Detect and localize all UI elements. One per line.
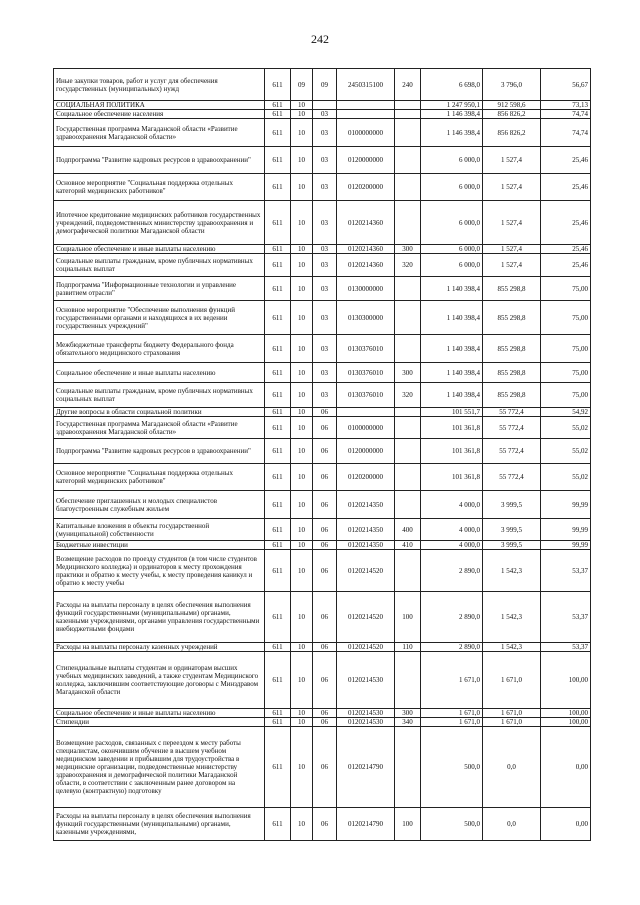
cell-actual-amount: 855 298,8 [483,383,541,408]
cell-percent: 25,46 [541,254,591,277]
cell-expense-type [395,277,421,301]
cell-actual-amount: 856 826,2 [483,119,541,147]
cell-percent: 75,00 [541,301,591,335]
cell-target-article: 0120214350 [337,541,395,550]
cell-actual-amount: 1 527,4 [483,147,541,174]
cell-name: Государственная программа Магаданской области «Развитие здравоохранения Магаданской области» [54,417,265,439]
cell-subsection-code: 06 [313,709,337,718]
cell-ministry-code: 611 [265,363,291,383]
cell-planned-amount: 4 000,0 [421,541,483,550]
cell-planned-amount: 500,0 [421,727,483,808]
table-row [54,408,591,417]
table-row [54,363,591,383]
cell-subsection-code: 03 [313,277,337,301]
cell-planned-amount: 1 146 398,4 [421,110,483,119]
table-row [54,550,591,592]
cell-ministry-code: 611 [265,491,291,519]
cell-name: Подпрограмма "Развитие кадровых ресурсов в здравоохранении" [54,147,265,174]
cell-expense-type: 240 [395,69,421,101]
cell-percent: 74,74 [541,110,591,119]
cell-name: Социальное обеспечение и иные выплаты населению [54,363,265,383]
table-row [54,643,591,652]
cell-ministry-code: 611 [265,727,291,808]
cell-subsection-code: 03 [313,245,337,254]
cell-subsection-code: 03 [313,119,337,147]
cell-name: Подпрограмма "Развитие кадровых ресурсов в здравоохранении" [54,439,265,464]
cell-expense-type [395,301,421,335]
cell-target-article: 0120000000 [337,439,395,464]
cell-subsection-code: 06 [313,550,337,592]
cell-expense-type [395,119,421,147]
cell-subsection-code: 06 [313,439,337,464]
cell-planned-amount: 2 890,0 [421,592,483,643]
table-row [54,592,591,643]
cell-expense-type [395,201,421,245]
cell-target-article: 0130300000 [337,301,395,335]
table-row [54,439,591,464]
cell-name: Обеспечение приглашенных и молодых специалистов благоустроенным служебным жильем [54,491,265,519]
cell-subsection-code: 06 [313,464,337,491]
cell-expense-type: 300 [395,363,421,383]
cell-percent: 54,92 [541,408,591,417]
cell-ministry-code: 611 [265,69,291,101]
cell-name: Расходы на выплаты персоналу в целях обеспечения выполнения функций государственными (муниципальными) органами, казенными учреждениями, [54,808,265,841]
cell-section-code: 10 [291,363,313,383]
table-row [54,652,591,709]
cell-expense-type [395,335,421,363]
cell-name: Основное мероприятие "Социальная поддержка отдельных категорий медицинских работников" [54,174,265,201]
cell-section-code: 10 [291,301,313,335]
cell-section-code: 10 [291,335,313,363]
cell-section-code: 10 [291,245,313,254]
cell-section-code: 10 [291,491,313,519]
cell-expense-type: 400 [395,519,421,541]
cell-target-article: 0120200000 [337,174,395,201]
cell-actual-amount: 55 772,4 [483,408,541,417]
cell-actual-amount: 1 671,0 [483,652,541,709]
cell-subsection-code: 03 [313,383,337,408]
cell-planned-amount: 1 247 950,1 [421,101,483,110]
cell-expense-type: 320 [395,383,421,408]
cell-actual-amount: 3 999,5 [483,541,541,550]
page-number: 242 [311,32,329,46]
table-row [54,727,591,808]
cell-actual-amount: 3 999,5 [483,519,541,541]
cell-percent: 75,00 [541,383,591,408]
table-row [54,383,591,408]
cell-section-code: 10 [291,383,313,408]
cell-actual-amount: 3 999,5 [483,491,541,519]
cell-actual-amount: 0,0 [483,727,541,808]
cell-actual-amount: 1 542,3 [483,592,541,643]
cell-percent: 75,00 [541,277,591,301]
table-row [54,101,591,110]
cell-actual-amount: 1 542,3 [483,550,541,592]
cell-expense-type [395,408,421,417]
table-row [54,335,591,363]
table-row [54,277,591,301]
cell-name: Социальные выплаты гражданам, кроме публичных нормативных социальных выплат [54,383,265,408]
cell-percent: 25,46 [541,245,591,254]
cell-percent: 55,02 [541,464,591,491]
cell-expense-type [395,550,421,592]
cell-percent: 0,00 [541,808,591,841]
cell-subsection-code [313,101,337,110]
cell-planned-amount: 1 671,0 [421,652,483,709]
cell-actual-amount: 912 598,6 [483,101,541,110]
cell-actual-amount: 1 527,4 [483,245,541,254]
cell-section-code: 10 [291,541,313,550]
cell-planned-amount: 4 000,0 [421,491,483,519]
cell-name: Подпрограмма "Информационные технологии и управление развитием отрасли" [54,277,265,301]
cell-percent: 55,02 [541,417,591,439]
cell-planned-amount: 101 551,7 [421,408,483,417]
cell-actual-amount: 856 826,2 [483,110,541,119]
cell-actual-amount: 1 527,4 [483,174,541,201]
cell-section-code: 09 [291,69,313,101]
table-row [54,541,591,550]
cell-target-article: 0120200000 [337,464,395,491]
cell-ministry-code: 611 [265,110,291,119]
cell-subsection-code: 06 [313,417,337,439]
cell-actual-amount: 1 671,0 [483,718,541,727]
table-row [54,201,591,245]
cell-name: Стипендии [54,718,265,727]
cell-section-code: 10 [291,550,313,592]
cell-percent: 100,00 [541,718,591,727]
cell-ministry-code: 611 [265,201,291,245]
cell-actual-amount: 1 671,0 [483,709,541,718]
cell-target-article: 0120214530 [337,718,395,727]
cell-section-code: 10 [291,277,313,301]
cell-planned-amount: 1 146 398,4 [421,119,483,147]
cell-planned-amount: 6 000,0 [421,254,483,277]
cell-percent: 99,99 [541,519,591,541]
cell-section-code: 10 [291,174,313,201]
table-row [54,174,591,201]
cell-target-article: 0120214790 [337,808,395,841]
table-row [54,417,591,439]
cell-subsection-code: 03 [313,254,337,277]
cell-target-article [337,408,395,417]
cell-target-article: 0120214790 [337,727,395,808]
cell-actual-amount: 1 542,3 [483,643,541,652]
cell-expense-type [395,439,421,464]
cell-percent: 73,13 [541,101,591,110]
cell-target-article: 0120214520 [337,592,395,643]
cell-target-article: 0120214520 [337,643,395,652]
cell-expense-type [395,652,421,709]
cell-subsection-code: 06 [313,652,337,709]
cell-ministry-code: 611 [265,718,291,727]
cell-subsection-code: 06 [313,808,337,841]
cell-planned-amount: 1 671,0 [421,709,483,718]
cell-subsection-code: 06 [313,491,337,519]
cell-name: Социальное обеспечение и иные выплаты населению [54,245,265,254]
cell-subsection-code: 03 [313,147,337,174]
cell-section-code: 10 [291,464,313,491]
cell-ministry-code: 611 [265,383,291,408]
table-row [54,147,591,174]
cell-planned-amount: 1 671,0 [421,718,483,727]
cell-ministry-code: 611 [265,147,291,174]
cell-section-code: 10 [291,417,313,439]
cell-planned-amount: 1 140 398,4 [421,301,483,335]
cell-percent: 25,46 [541,174,591,201]
cell-planned-amount: 4 000,0 [421,519,483,541]
cell-actual-amount: 55 772,4 [483,464,541,491]
cell-planned-amount: 101 361,8 [421,417,483,439]
cell-expense-type [395,727,421,808]
cell-name: СОЦИАЛЬНАЯ ПОЛИТИКА [54,101,265,110]
cell-name: Государственная программа Магаданской области «Развитие здравоохранения Магаданской области» [54,119,265,147]
cell-expense-type: 340 [395,718,421,727]
cell-ministry-code: 611 [265,652,291,709]
cell-target-article: 2450315100 [337,69,395,101]
cell-target-article: 0120214360 [337,245,395,254]
cell-section-code: 10 [291,408,313,417]
table-row [54,301,591,335]
cell-ministry-code: 611 [265,519,291,541]
cell-percent: 53,37 [541,592,591,643]
cell-actual-amount: 3 796,0 [483,69,541,101]
cell-expense-type [395,101,421,110]
cell-section-code: 10 [291,727,313,808]
cell-planned-amount: 1 140 398,4 [421,383,483,408]
cell-expense-type: 300 [395,245,421,254]
cell-name: Социальные выплаты гражданам, кроме публичных нормативных социальных выплат [54,254,265,277]
cell-subsection-code: 03 [313,363,337,383]
cell-name: Капитальные вложения в объекты государственной (муниципальной) собственности [54,519,265,541]
cell-name: Другие вопросы в области социальной политики [54,408,265,417]
cell-percent: 99,99 [541,491,591,519]
cell-ministry-code: 611 [265,464,291,491]
cell-ministry-code: 611 [265,254,291,277]
cell-expense-type: 410 [395,541,421,550]
cell-section-code: 10 [291,718,313,727]
cell-planned-amount: 2 890,0 [421,550,483,592]
cell-section-code: 10 [291,101,313,110]
cell-expense-type [395,174,421,201]
cell-ministry-code: 611 [265,541,291,550]
cell-ministry-code: 611 [265,335,291,363]
cell-section-code: 10 [291,201,313,245]
cell-name: Основное мероприятие "Социальная поддержка отдельных категорий медицинских работников" [54,464,265,491]
cell-planned-amount: 2 890,0 [421,643,483,652]
cell-planned-amount: 6 000,0 [421,147,483,174]
cell-ministry-code: 611 [265,277,291,301]
table-row [54,464,591,491]
cell-target-article: 0120214530 [337,709,395,718]
cell-target-article: 0130000000 [337,277,395,301]
cell-section-code: 10 [291,439,313,464]
cell-section-code: 10 [291,110,313,119]
cell-subsection-code: 09 [313,69,337,101]
cell-percent: 75,00 [541,363,591,383]
cell-subsection-code: 03 [313,174,337,201]
cell-target-article: 0130376010 [337,383,395,408]
cell-actual-amount: 855 298,8 [483,363,541,383]
cell-planned-amount: 6 000,0 [421,245,483,254]
cell-target-article: 0120214520 [337,550,395,592]
cell-subsection-code: 03 [313,201,337,245]
table-row [54,491,591,519]
cell-target-article: 0120000000 [337,147,395,174]
cell-percent: 25,46 [541,147,591,174]
cell-name: Социальное обеспечение населения [54,110,265,119]
cell-subsection-code: 06 [313,541,337,550]
table-row [54,709,591,718]
cell-percent: 75,00 [541,335,591,363]
cell-target-article: 0120214530 [337,652,395,709]
cell-expense-type: 320 [395,254,421,277]
cell-subsection-code: 06 [313,519,337,541]
cell-target-article: 0120214360 [337,201,395,245]
cell-name: Ипотечное кредитование медицинских работников государственных учреждений, подведомственных министерству здравоохранения и демографической политики Магаданской области [54,201,265,245]
cell-subsection-code: 03 [313,110,337,119]
cell-section-code: 10 [291,119,313,147]
cell-target-article: 0130376010 [337,363,395,383]
cell-name: Возмещение расходов по проезду студентов (в том числе студентов Медицинского колледжа) и ординаторов к месту прохождения практики и обратно к месту учебы, к месту проведения каникул и обратно к месту учебы [54,550,265,592]
table-row [54,808,591,841]
cell-name: Социальное обеспечение и иные выплаты населению [54,709,265,718]
cell-name: Межбюджетные трансферты бюджету Федерального фонда обязательного медицинского страхования [54,335,265,363]
cell-percent: 53,37 [541,643,591,652]
cell-planned-amount: 6 698,0 [421,69,483,101]
cell-name: Расходы на выплаты персоналу в целях обеспечения выполнения функций государственными (муниципальными) органами, казенными учреждениями, органами управления государственными внебюджетными фондами [54,592,265,643]
cell-section-code: 10 [291,254,313,277]
cell-section-code: 10 [291,652,313,709]
cell-ministry-code: 611 [265,417,291,439]
cell-subsection-code: 06 [313,718,337,727]
cell-section-code: 10 [291,592,313,643]
cell-target-article: 0120214350 [337,491,395,519]
cell-actual-amount: 855 298,8 [483,277,541,301]
cell-subsection-code: 06 [313,643,337,652]
cell-planned-amount: 101 361,8 [421,464,483,491]
table-row [54,119,591,147]
cell-actual-amount: 855 298,8 [483,335,541,363]
cell-ministry-code: 611 [265,245,291,254]
cell-ministry-code: 611 [265,709,291,718]
cell-name: Расходы на выплаты персоналу казенных учреждений [54,643,265,652]
table-row [54,110,591,119]
cell-percent: 0,00 [541,727,591,808]
cell-percent: 25,46 [541,201,591,245]
cell-actual-amount: 1 527,4 [483,201,541,245]
cell-ministry-code: 611 [265,550,291,592]
cell-actual-amount: 55 772,4 [483,417,541,439]
cell-ministry-code: 611 [265,101,291,110]
cell-planned-amount: 1 140 398,4 [421,335,483,363]
cell-percent: 56,67 [541,69,591,101]
cell-name: Основное мероприятие "Обеспечение выполнения функций государственными органами и находящихся в их ведении государственных учреждений" [54,301,265,335]
cell-planned-amount: 1 140 398,4 [421,277,483,301]
table-row [54,718,591,727]
cell-percent: 55,02 [541,439,591,464]
cell-ministry-code: 611 [265,439,291,464]
cell-ministry-code: 611 [265,643,291,652]
cell-target-article: 0130376010 [337,335,395,363]
cell-target-article [337,101,395,110]
cell-target-article: 0120214350 [337,519,395,541]
cell-name: Иные закупки товаров, работ и услуг для обеспечения государственных (муниципальных) нужд [54,69,265,101]
cell-subsection-code: 06 [313,408,337,417]
cell-planned-amount: 1 140 398,4 [421,363,483,383]
cell-percent: 74,74 [541,119,591,147]
table-row [54,254,591,277]
cell-planned-amount: 101 361,8 [421,439,483,464]
cell-actual-amount: 0,0 [483,808,541,841]
cell-section-code: 10 [291,643,313,652]
cell-expense-type: 300 [395,709,421,718]
table-row [54,69,591,101]
cell-percent: 53,37 [541,550,591,592]
cell-percent: 99,99 [541,541,591,550]
cell-name: Возмещение расходов, связанных с переездом к месту работы специалистам, окончившим обучение в высшем учебном медицинском заведении и прибывшим для трудоустройства в медицинские организации, подведомственные министерству здравоохранения и демографической политики Магаданской области, в соответствии с заключенным ранее договором на целевую (контрактную) подготовку [54,727,265,808]
cell-section-code: 10 [291,519,313,541]
budget-table [53,68,591,841]
cell-expense-type [395,491,421,519]
cell-section-code: 10 [291,147,313,174]
cell-percent: 100,00 [541,709,591,718]
cell-actual-amount: 855 298,8 [483,301,541,335]
cell-expense-type [395,417,421,439]
table-row [54,245,591,254]
cell-ministry-code: 611 [265,592,291,643]
cell-target-article [337,110,395,119]
cell-subsection-code: 06 [313,727,337,808]
cell-target-article: 0120214360 [337,254,395,277]
cell-target-article: 0100000000 [337,417,395,439]
cell-section-code: 10 [291,808,313,841]
cell-expense-type [395,147,421,174]
cell-planned-amount: 6 000,0 [421,174,483,201]
cell-expense-type [395,110,421,119]
cell-ministry-code: 611 [265,408,291,417]
cell-planned-amount: 6 000,0 [421,201,483,245]
cell-ministry-code: 611 [265,119,291,147]
cell-subsection-code: 03 [313,335,337,363]
cell-name: Бюджетные инвестиции [54,541,265,550]
cell-planned-amount: 500,0 [421,808,483,841]
cell-ministry-code: 611 [265,174,291,201]
cell-ministry-code: 611 [265,301,291,335]
cell-actual-amount: 1 527,4 [483,254,541,277]
cell-target-article: 0100000000 [337,119,395,147]
cell-subsection-code: 06 [313,592,337,643]
cell-percent: 100,00 [541,652,591,709]
table-row [54,519,591,541]
cell-ministry-code: 611 [265,808,291,841]
cell-expense-type: 110 [395,643,421,652]
cell-actual-amount: 55 772,4 [483,439,541,464]
cell-name: Стипендиальные выплаты студентам и ординаторам высших учебных медицинских заведений, а также студентам Медицинского колледжа, заключившим соответствующие договоры с Минздравом Магаданской области [54,652,265,709]
cell-subsection-code: 03 [313,301,337,335]
cell-expense-type [395,464,421,491]
cell-section-code: 10 [291,709,313,718]
cell-expense-type: 100 [395,592,421,643]
cell-expense-type: 100 [395,808,421,841]
